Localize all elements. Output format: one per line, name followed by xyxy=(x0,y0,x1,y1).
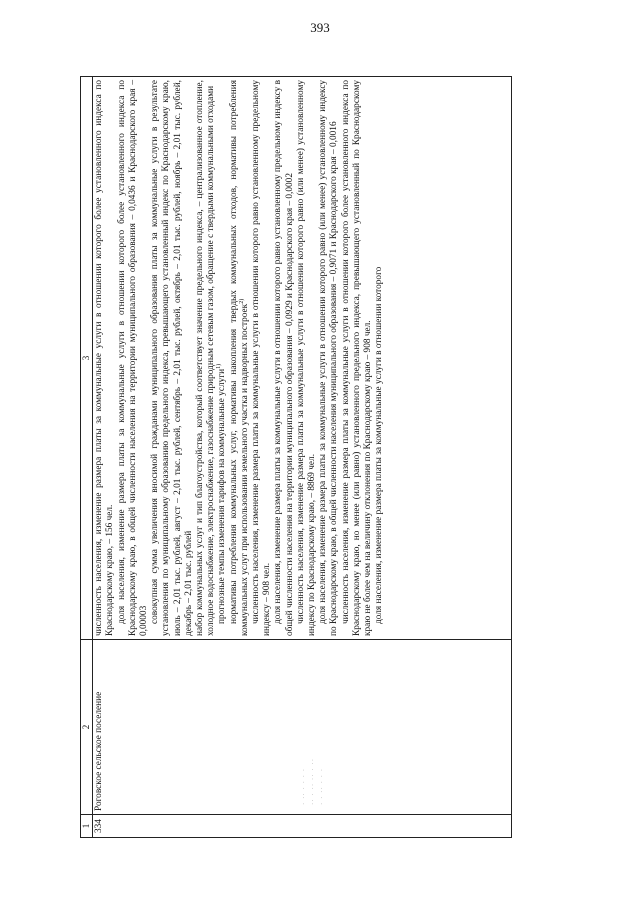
faint-stamp: · ·· · · · · ·· · ·· ·· · ·· · · ·· · · · xyxy=(300,757,326,805)
paragraph-with-footnote xyxy=(229,80,251,636)
table-header-row xyxy=(81,77,93,838)
paragraph-text: нормативы потребления коммунальных услуг, нормативы накопления твердых коммунальных отходов, нормативы потребления коммунальных услуг при использовании земельного участка и надворных построек xyxy=(228,80,250,636)
header-col-3: 3 xyxy=(81,77,93,640)
footnote-mark: 1) xyxy=(216,363,223,369)
paragraph: набор коммунальных услуг и тип благоустройства, который соответствует значение предельного индекса, – централизованное отопление, холодное водоснабжение, электроснабжение, газоснабжение природным сетевым газом, обращение с твердыми коммунальными отходами xyxy=(195,80,217,636)
row-number: 334 xyxy=(93,815,512,838)
footnote-mark: 2) xyxy=(238,298,245,304)
paragraph: доля населения, изменение размера платы за коммунальные услуги в отношении которого равно установленному предельному индексу в общей численности населения на территории муниципального образования – 0,0929 и Краснодарского края – 0,0002 xyxy=(273,80,295,636)
paragraph: доля населения, изменение размера платы за коммунальные услуги в отношении которого xyxy=(374,266,385,624)
paragraph: доля населения, изменение размера платы за коммунальные услуги в отношении которого более установленного индекса по Краснодарскому краю, в общей численности населения на территории муниципального образования – 0,0436 и Краснодарского края – 0,00003 xyxy=(116,80,150,636)
paragraph: численность населения, изменение размера платы за коммунальные услуги в отношении которого более установленного индекса по Краснодарскому краю, – 156 чел. xyxy=(94,80,116,636)
paragraph: совокупная сумма увеличения вносимой гражданами муниципального образования платы за коммунальные услуги в результате установления по муниципальному образованию предельного индекса, превышающего установленный индекс по Краснодарскому краю, июль – 2,01 тыс. рублей, август – 2,01 тыс. рублей, сентябрь – 2,01 тыс. рублей, октябрь – 2,01 тыс. рублей, ноябрь – 2,01 тыс. рублей, декабрь – 2,01 тыс. рублей xyxy=(150,80,194,636)
table-row xyxy=(93,77,512,838)
rotated-table-container xyxy=(80,76,512,838)
header-col-2: 2 xyxy=(81,640,93,815)
document-table xyxy=(80,76,512,838)
paragraph-with-footnote xyxy=(217,80,228,636)
page-number: 393 xyxy=(310,20,330,35)
paragraph: численность населения, изменение размера платы за коммунальные услуги в отношении которого более установленного индекса по Краснодарскому краю, но менее (или равно) установленного предельного индекса, превышающего установленный по Краснодарскому краю не более чем на величину отклонения по Краснодарскому краю – 908 чел. xyxy=(340,80,374,636)
paragraph: численность населения, изменение размера платы за коммунальные услуги в отношении которого равно (или менее) установленному индексу по Краснодарскому краю, – 8869 чел. xyxy=(295,80,318,636)
paragraph-text: прогнозные темпы изменения тарифов на коммунальные услуги xyxy=(217,368,228,624)
indicators-cell xyxy=(93,77,512,640)
settlement-name: Роговское сельское поселение xyxy=(93,640,512,815)
header-col-1: 1 xyxy=(81,815,93,838)
paragraph: доля населения, изменение размера платы за коммунальные услуги в отношении которого равно (или менее) установленному индексу по Краснодарскому краю, в общей численности населения муниципального образования – 0,9071 и Краснодарского края – 0,0016 xyxy=(318,80,340,636)
paragraph: численность населения, изменение размера платы за коммунальные услуги в отношении которого равно установленному предельному индексу – 908 чел. xyxy=(251,80,273,636)
